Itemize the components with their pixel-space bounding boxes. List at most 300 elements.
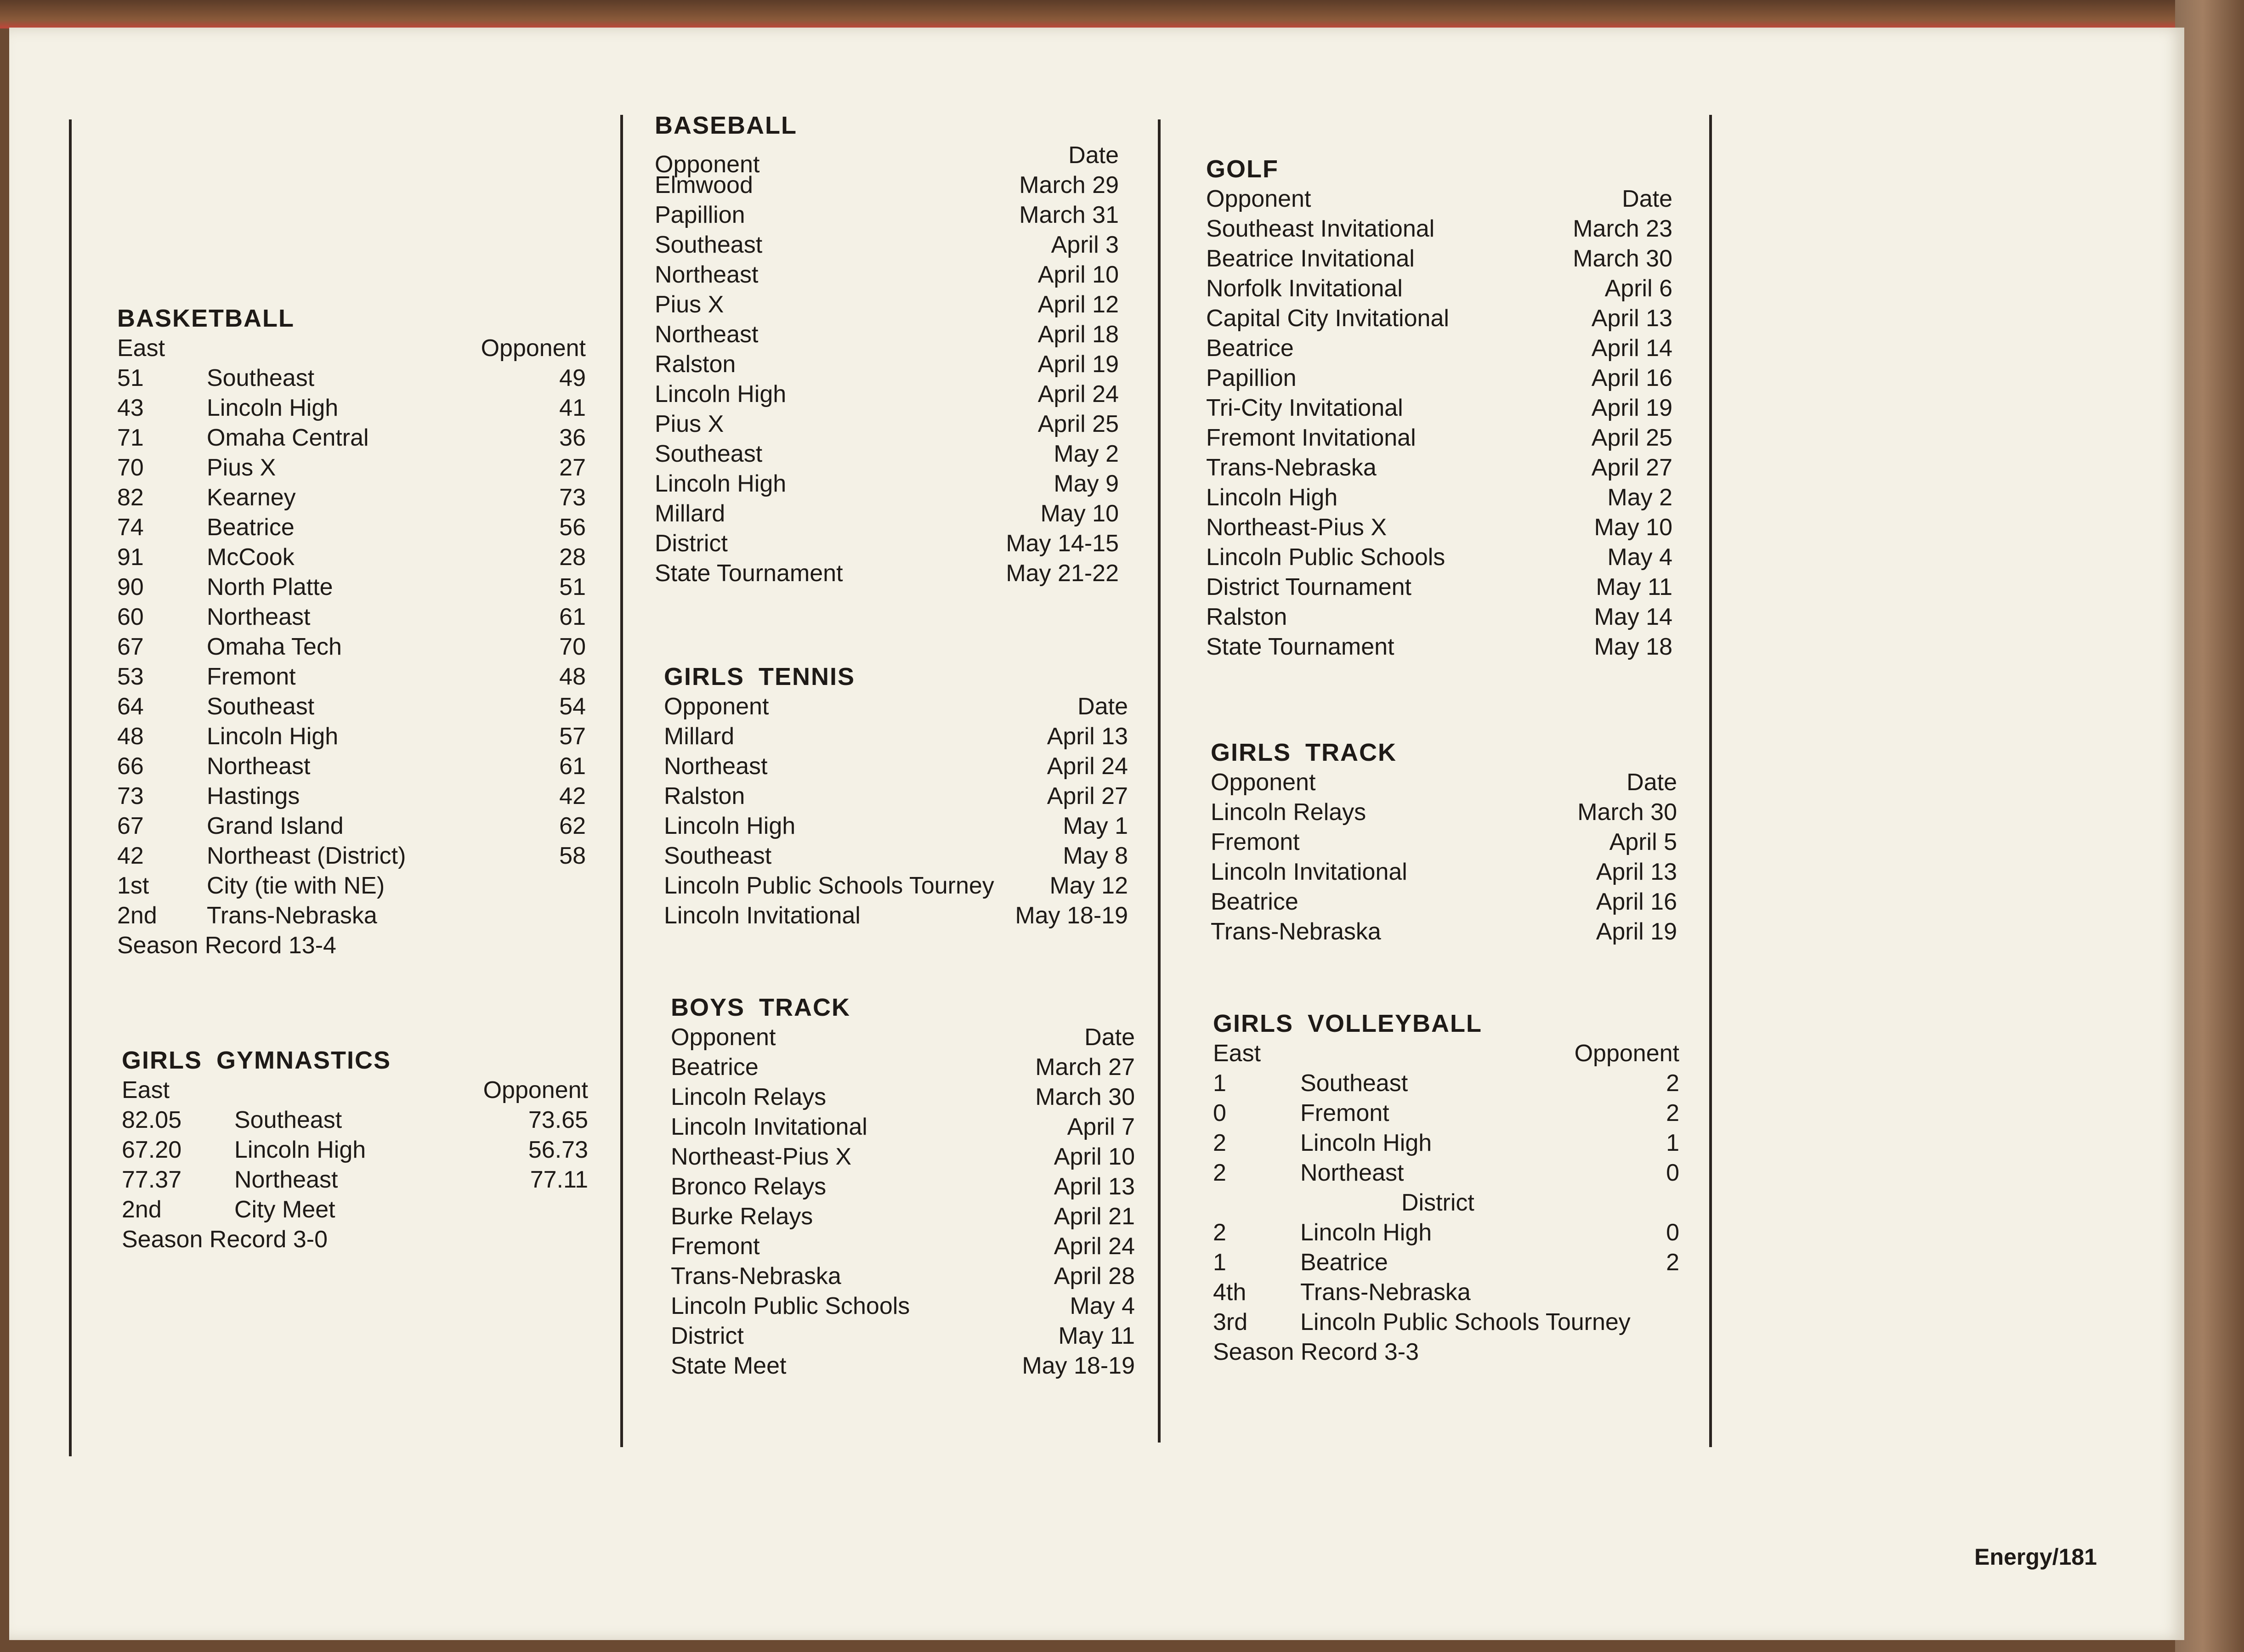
section-title: GOLF [1206, 155, 1279, 183]
opponent-score: 0 [1666, 1219, 1679, 1246]
page-number: Energy/181 [1974, 1544, 2097, 1570]
column-header-date: Date [1622, 186, 1672, 212]
opponent-name: Beatrice [671, 1054, 759, 1081]
opponent-score: 73 [559, 484, 586, 511]
opponent-name: Burke Relays [671, 1203, 813, 1230]
schedule-row [664, 722, 1128, 752]
result-row [122, 1105, 588, 1135]
column-header-row [655, 141, 1119, 178]
schedule-row [655, 499, 1119, 529]
result-row [117, 483, 586, 513]
team-name: Northeast [207, 753, 311, 780]
result-row [1213, 1307, 1679, 1337]
opponent-name: Pius X [655, 411, 724, 437]
opponent-name: State Meet [671, 1352, 787, 1379]
opponent-name: Lincoln Public Schools Tourney [664, 872, 994, 899]
event-date: May 4 [1607, 544, 1672, 571]
result-row [1213, 1128, 1679, 1158]
event-date: May 11 [1058, 1323, 1135, 1349]
east-score: 2 [1213, 1130, 1226, 1156]
east-score: 66 [117, 753, 144, 780]
east-score: 1 [1213, 1249, 1226, 1276]
column-header-date: Date [1084, 1024, 1135, 1051]
team-name: City Meet [234, 1196, 335, 1223]
schedule-row [1211, 887, 1677, 917]
opponent-name: Lincoln High [1206, 484, 1338, 511]
schedule-row [655, 200, 1119, 230]
event-date: May 18-19 [1022, 1352, 1135, 1379]
opponent-score: 2 [1666, 1100, 1679, 1126]
girls-volleyball-section [1213, 1008, 1679, 1367]
event-date: April 6 [1604, 275, 1672, 302]
schedule-row [671, 1351, 1135, 1381]
team-name: Trans-Nebraska [207, 902, 377, 929]
column-header-east: East [122, 1077, 170, 1103]
result-row [1213, 1069, 1679, 1098]
result-row [117, 543, 586, 572]
girls-track-section [1211, 737, 1677, 947]
opponent-name: State Tournament [655, 560, 843, 587]
schedule-list [1211, 798, 1677, 947]
east-score: 2 [1213, 1219, 1226, 1246]
column-header-row [117, 334, 586, 363]
opponent-name: Lincoln Invitational [1211, 859, 1407, 885]
team-name: Omaha Central [207, 424, 369, 451]
column-header-opponent: Opponent [1211, 769, 1316, 796]
east-score: 60 [117, 604, 144, 630]
team-name: Hastings [207, 783, 300, 809]
schedule-row [655, 469, 1119, 499]
column-header-row [1211, 768, 1677, 798]
event-date: April 24 [1037, 381, 1119, 407]
event-date: April 10 [1054, 1143, 1135, 1170]
schedule-row [655, 439, 1119, 469]
east-score: 2nd [122, 1196, 162, 1223]
team-name: Kearney [207, 484, 296, 511]
schedule-row [1206, 363, 1672, 393]
schedule-row [1206, 632, 1672, 662]
opponent-score: 36 [559, 424, 586, 451]
column-header-row [1213, 1039, 1679, 1069]
event-date: April 19 [1596, 918, 1677, 945]
team-name: Southeast [207, 365, 315, 391]
schedule-row [655, 409, 1119, 439]
team-name: Lincoln High [1300, 1219, 1432, 1246]
result-row [117, 632, 586, 662]
result-row [117, 602, 586, 632]
event-date: April 25 [1037, 411, 1119, 437]
opponent-name: District Tournament [1206, 574, 1411, 600]
result-row [117, 692, 586, 722]
opponent-name: Lincoln Public Schools [671, 1293, 910, 1319]
schedule-row [1206, 304, 1672, 334]
opponent-name: Trans-Nebraska [1211, 918, 1381, 945]
opponent-score: 77.11 [530, 1166, 588, 1193]
team-name: Trans-Nebraska [1300, 1279, 1471, 1306]
result-row [117, 841, 586, 871]
opponent-name: Elmwood [655, 172, 753, 198]
team-name: Northeast (District) [207, 843, 406, 869]
team-name: Southeast [234, 1107, 342, 1133]
event-date: March 30 [1573, 245, 1672, 272]
event-date: March 23 [1573, 215, 1672, 242]
schedule-row [671, 1232, 1135, 1262]
schedule-row [655, 559, 1119, 588]
schedule-row [655, 290, 1119, 320]
opponent-score: 2 [1666, 1070, 1679, 1097]
team-name: Southeast [207, 693, 315, 720]
opponent-name: Beatrice [1206, 335, 1294, 362]
team-name: Beatrice [207, 514, 295, 541]
schedule-row [1206, 513, 1672, 543]
event-date: May 18-19 [1015, 902, 1128, 929]
east-score: 71 [117, 424, 144, 451]
event-date: May 8 [1063, 843, 1128, 869]
team-name: Northeast [207, 604, 311, 630]
event-date: April 3 [1051, 232, 1119, 258]
event-date: May 9 [1054, 470, 1119, 497]
results-list [1213, 1218, 1679, 1337]
opponent-score: 56 [559, 514, 586, 541]
column-header-east: East [117, 335, 165, 362]
girls-gymnastics-section [122, 1045, 588, 1255]
event-date: April 27 [1047, 783, 1128, 809]
result-row [117, 572, 586, 602]
baseball-section [655, 110, 1119, 588]
section-title: GIRLS TENNIS [664, 663, 856, 690]
schedule-row [671, 1202, 1135, 1232]
column-rule-4 [1709, 115, 1712, 1447]
opponent-name: Ralston [655, 351, 736, 378]
east-score: 42 [117, 843, 144, 869]
boys-track-section [671, 992, 1135, 1381]
opponent-score: 27 [559, 454, 586, 481]
results-list [117, 363, 586, 931]
season-record: Season Record 3-3 [1213, 1339, 1419, 1365]
schedule-row [1206, 543, 1672, 572]
opponent-score: 1 [1666, 1130, 1679, 1156]
opponent-name: Southeast [655, 441, 763, 467]
district-subheading: District [1401, 1189, 1474, 1216]
east-score: 77.37 [122, 1166, 182, 1193]
results-list [1213, 1069, 1679, 1188]
opponent-name: Papillion [1206, 365, 1297, 391]
opponent-name: Papillion [655, 202, 745, 228]
result-row [122, 1165, 588, 1195]
event-date: May 2 [1607, 484, 1672, 511]
team-name: Lincoln Public Schools Tourney [1300, 1309, 1631, 1335]
schedule-list [664, 722, 1128, 931]
event-date: April 24 [1047, 753, 1128, 780]
schedule-row [1206, 453, 1672, 483]
result-row [117, 363, 586, 393]
schedule-list [671, 1052, 1135, 1381]
column-header-row [122, 1075, 588, 1105]
column-header-opponent: Opponent [671, 1024, 776, 1051]
result-row [122, 1195, 588, 1225]
result-row [117, 871, 586, 901]
opponent-name: Lincoln Public Schools [1206, 544, 1445, 571]
schedule-row [655, 379, 1119, 409]
schedule-row [1211, 857, 1677, 887]
team-name: Lincoln High [1300, 1130, 1432, 1156]
result-row [1213, 1248, 1679, 1278]
event-date: April 14 [1591, 335, 1672, 362]
event-date: May 4 [1070, 1293, 1135, 1319]
east-score: 1st [117, 872, 149, 899]
opponent-score: 57 [559, 723, 586, 750]
schedule-row [664, 841, 1128, 871]
event-date: April 16 [1596, 888, 1677, 915]
team-name: Grand Island [207, 813, 344, 839]
result-row [122, 1135, 588, 1165]
schedule-row [671, 1291, 1135, 1321]
opponent-name: Lincoln High [655, 470, 787, 497]
east-score: 64 [117, 693, 144, 720]
east-score: 48 [117, 723, 144, 750]
opponent-name: Lincoln Invitational [664, 902, 861, 929]
east-score: 90 [117, 574, 144, 600]
column-rule-2 [620, 115, 623, 1447]
column-header-date: Date [1077, 693, 1128, 720]
opponent-score: 0 [1666, 1160, 1679, 1186]
schedule-row [664, 871, 1128, 901]
opponent-name: Northeast [655, 321, 759, 348]
opponent-name: Northeast-Pius X [1206, 514, 1387, 541]
opponent-name: Trans-Nebraska [1206, 454, 1377, 481]
event-date: April 13 [1054, 1173, 1135, 1200]
section-title: BASKETBALL [117, 305, 295, 332]
opponent-score: 58 [559, 843, 586, 869]
results-list [122, 1105, 588, 1225]
opponent-name: Northeast-Pius X [671, 1143, 852, 1170]
result-row [117, 722, 586, 752]
schedule-row [1206, 334, 1672, 363]
event-date: April 24 [1054, 1233, 1135, 1260]
team-name: Pius X [207, 454, 276, 481]
east-score: 67 [117, 634, 144, 660]
book-binding-right [2175, 0, 2244, 1652]
opponent-score: 51 [559, 574, 586, 600]
east-score: 53 [117, 663, 144, 690]
schedule-row [1206, 214, 1672, 244]
schedule-row [655, 260, 1119, 290]
column-header-opponent: Opponent [1206, 186, 1311, 212]
opponent-name: Fremont Invitational [1206, 424, 1416, 451]
column-header-row [664, 692, 1128, 722]
schedule-row [664, 811, 1128, 841]
schedule-row [671, 1142, 1135, 1172]
schedule-row [655, 320, 1119, 350]
schedule-row [1206, 572, 1672, 602]
schedule-row [1211, 798, 1677, 827]
opponent-name: Fremont [1211, 829, 1300, 855]
schedule-row [671, 1082, 1135, 1112]
team-name: Fremont [1300, 1100, 1389, 1126]
team-name: Beatrice [1300, 1249, 1388, 1276]
schedule-row [671, 1321, 1135, 1351]
opponent-score: 61 [559, 753, 586, 780]
event-date: April 13 [1591, 305, 1672, 332]
event-date: April 13 [1047, 723, 1128, 750]
east-score: 51 [117, 365, 144, 391]
event-date: March 30 [1035, 1084, 1135, 1110]
event-date: May 10 [1040, 500, 1119, 527]
event-date: April 25 [1591, 424, 1672, 451]
result-row [117, 513, 586, 543]
event-date: April 19 [1591, 395, 1672, 421]
schedule-row [655, 170, 1119, 200]
event-date: May 11 [1596, 574, 1672, 600]
opponent-score: 54 [559, 693, 586, 720]
event-date: May 21-22 [1006, 560, 1119, 587]
schedule-row [1206, 602, 1672, 632]
result-row [117, 393, 586, 423]
opponent-name: Northeast [655, 261, 759, 288]
east-score: 70 [117, 454, 144, 481]
team-name: Lincoln High [207, 723, 339, 750]
east-score: 82.05 [122, 1107, 182, 1133]
event-date: May 12 [1049, 872, 1128, 899]
result-row [1213, 1158, 1679, 1188]
schedule-row [1206, 244, 1672, 274]
section-title: GIRLS VOLLEYBALL [1213, 1010, 1482, 1037]
result-row [117, 752, 586, 781]
column-rule-1 [69, 119, 72, 1456]
golf-section [1206, 154, 1672, 662]
schedule-row [1206, 274, 1672, 304]
result-row [1213, 1278, 1679, 1307]
event-date: April 5 [1609, 829, 1677, 855]
opponent-score: 48 [559, 663, 586, 690]
team-name: Southeast [1300, 1070, 1408, 1097]
opponent-name: Millard [664, 723, 735, 750]
yearbook-page [9, 28, 2184, 1640]
opponent-name: Lincoln Relays [1211, 799, 1366, 826]
opponent-name: Lincoln Invitational [671, 1114, 867, 1140]
event-date: May 18 [1594, 634, 1672, 660]
opponent-name: Beatrice [1211, 888, 1298, 915]
event-date: May 2 [1054, 441, 1119, 467]
result-row [117, 811, 586, 841]
schedule-row [1206, 393, 1672, 423]
result-row [117, 423, 586, 453]
schedule-row [671, 1262, 1135, 1291]
opponent-score: 42 [559, 783, 586, 809]
schedule-row [1206, 423, 1672, 453]
season-record: Season Record 3-0 [122, 1226, 328, 1253]
column-header-opponent: Opponent [655, 151, 760, 178]
opponent-name: Millard [655, 500, 725, 527]
schedule-list [655, 170, 1119, 588]
opponent-score: 56.73 [528, 1137, 588, 1163]
schedule-row [655, 350, 1119, 379]
opponent-name: Southeast Invitational [1206, 215, 1435, 242]
result-row [117, 453, 586, 483]
event-date: April 10 [1037, 261, 1119, 288]
opponent-name: Capital City Invitational [1206, 305, 1449, 332]
opponent-name: Bronco Relays [671, 1173, 827, 1200]
event-date: March 29 [1019, 172, 1119, 198]
opponent-score: 2 [1666, 1249, 1679, 1276]
section-title: GIRLS GYMNASTICS [122, 1047, 391, 1074]
team-name: McCook [207, 544, 295, 571]
event-date: April 27 [1591, 454, 1672, 481]
column-header-date: Date [1626, 769, 1677, 796]
section-title: BASEBALL [655, 112, 797, 139]
basketball-section [117, 303, 586, 961]
opponent-score: 49 [559, 365, 586, 391]
section-title: GIRLS TRACK [1211, 739, 1397, 766]
column-header-opponent: Opponent [1574, 1040, 1679, 1067]
schedule-row [671, 1052, 1135, 1082]
schedule-row [664, 752, 1128, 781]
column-header-opponent: Opponent [483, 1077, 588, 1103]
east-score: 0 [1213, 1100, 1226, 1126]
team-name: Lincoln High [207, 395, 339, 421]
opponent-score: 73.65 [528, 1107, 588, 1133]
east-score: 1 [1213, 1070, 1226, 1097]
schedule-row [1206, 483, 1672, 513]
opponent-name: Southeast [664, 843, 772, 869]
column-header-east: East [1213, 1040, 1261, 1067]
opponent-name: District [671, 1323, 744, 1349]
team-name: Northeast [234, 1166, 338, 1193]
opponent-name: Pius X [655, 291, 724, 318]
opponent-score: 61 [559, 604, 586, 630]
schedule-row [655, 529, 1119, 559]
opponent-name: Lincoln High [655, 381, 787, 407]
event-date: May 1 [1063, 813, 1128, 839]
result-row [117, 901, 586, 931]
opponent-name: State Tournament [1206, 634, 1394, 660]
opponent-score: 41 [559, 395, 586, 421]
east-score: 2nd [117, 902, 157, 929]
event-date: April 28 [1054, 1263, 1135, 1290]
opponent-name: Trans-Nebraska [671, 1263, 841, 1290]
season-record: Season Record 13-4 [117, 932, 336, 959]
opponent-name: Lincoln Relays [671, 1084, 827, 1110]
event-date: March 31 [1019, 202, 1119, 228]
result-row [1213, 1218, 1679, 1248]
opponent-name: Northeast [664, 753, 768, 780]
team-name: Northeast [1300, 1160, 1404, 1186]
column-rule-3 [1158, 119, 1161, 1443]
east-score: 67.20 [122, 1137, 182, 1163]
opponent-name: District [655, 530, 728, 557]
event-date: April 18 [1037, 321, 1119, 348]
result-row [117, 781, 586, 811]
team-name: City (tie with NE) [207, 872, 385, 899]
east-score: 82 [117, 484, 144, 511]
column-header-row [1206, 184, 1672, 214]
opponent-name: Lincoln High [664, 813, 796, 839]
event-date: April 7 [1067, 1114, 1135, 1140]
east-score: 2 [1213, 1160, 1226, 1186]
event-date: May 14 [1594, 604, 1672, 630]
opponent-name: Ralston [664, 783, 745, 809]
section-title: BOYS TRACK [671, 994, 851, 1021]
schedule-row [671, 1172, 1135, 1202]
schedule-row [671, 1112, 1135, 1142]
event-date: March 27 [1035, 1054, 1135, 1081]
book-binding-top [0, 0, 2244, 28]
schedule-row [655, 230, 1119, 260]
east-score: 73 [117, 783, 144, 809]
opponent-name: Fremont [671, 1233, 760, 1260]
schedule-row [1211, 827, 1677, 857]
opponent-score: 28 [559, 544, 586, 571]
